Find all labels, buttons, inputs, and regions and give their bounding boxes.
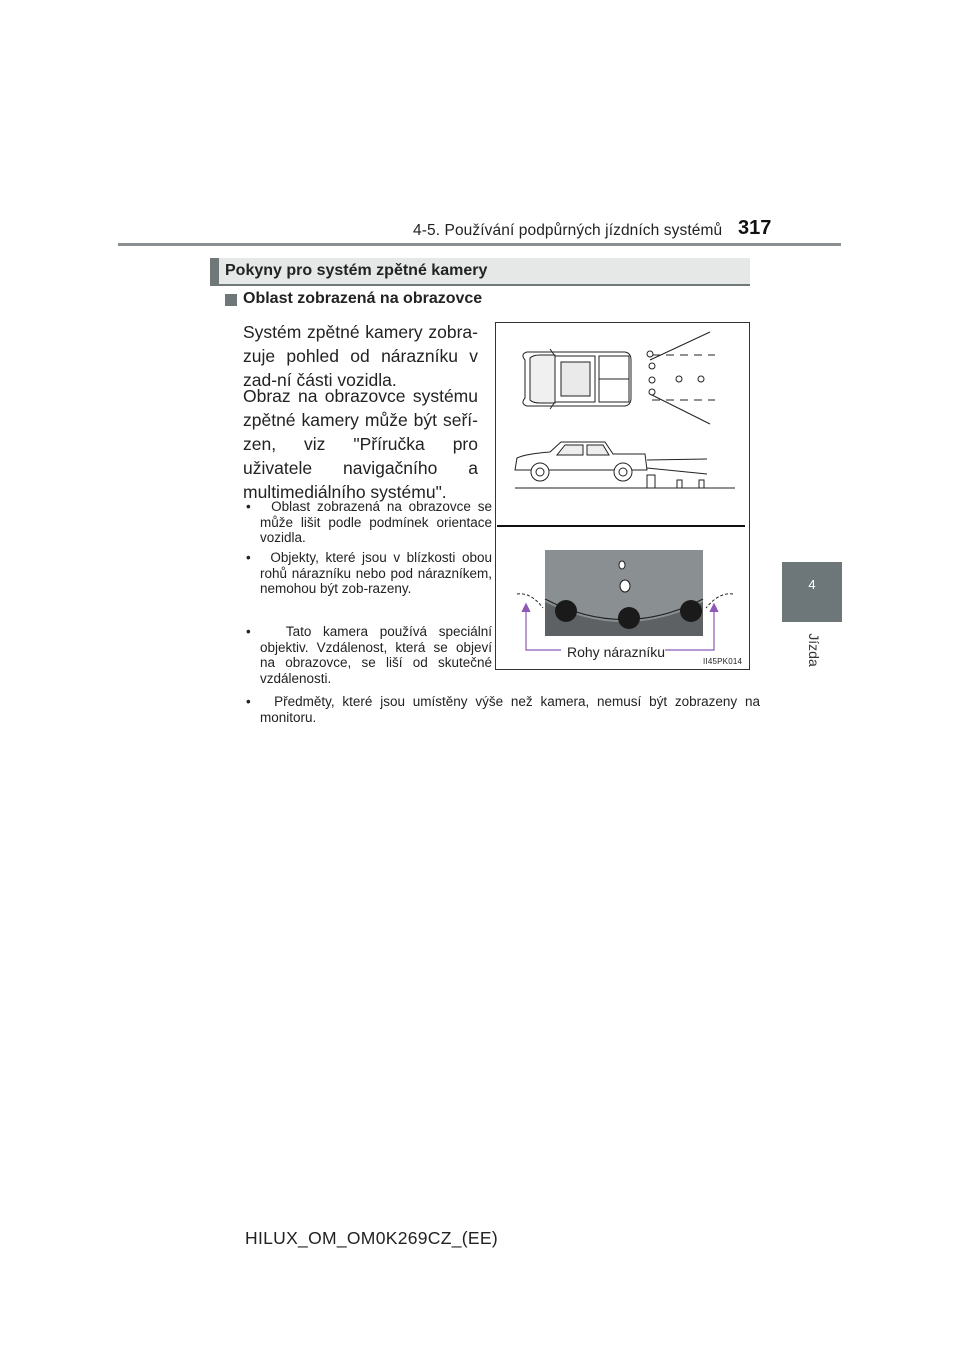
figure-code: II45PK014	[703, 657, 743, 666]
bullet-text-3: Tato kamera používá speciální objektiv. Vzdálenost, která se objeví na obrazovce, se liší od skutečné vzdálenosti.	[260, 624, 492, 686]
bullet-text-4: Předměty, které jsou umístěny výše než kamera, nemusí být zobrazeny na monitoru.	[260, 694, 760, 725]
section-title: Pokyny pro systém zpětné kamery	[225, 262, 488, 279]
subheading-marker	[225, 294, 237, 306]
chapter-number: 4	[808, 577, 816, 592]
paragraph-1: Systém zpětné kamery zobra-zuje pohled od nárazníku v zad-ní části vozidla.	[243, 322, 478, 390]
bullet-text-2: Objekty, které jsou v blízkosti obou rohů nárazníku nebo pod nárazníkem, nemohou být zob-razeny.	[260, 550, 492, 596]
camera-screen-view-illustration	[517, 550, 733, 636]
truck-top-view-illustration	[523, 349, 631, 409]
bullet-item-2: • Objekty, které jsou v blízkosti obou rohů nárazníku nebo pod nárazníkem, nemohou být zob-razeny.	[246, 550, 492, 596]
header-rule	[118, 243, 841, 246]
bullet-text-1: Oblast zobrazená na obrazovce se může lišit podle podmínek orientace vozidla.	[260, 499, 493, 545]
page-number: 317	[738, 217, 772, 239]
section-heading-bar	[210, 258, 219, 286]
subsection-title: Oblast zobrazená na obrazovce	[243, 290, 483, 307]
document-id-footer: HILUX_OM_OM0K269CZ_(EE)	[245, 1228, 498, 1248]
bullet-item-3: • Tato kamera používá speciální objektiv. Vzdálenost, která se objeví na obrazovce, se liší od skutečné vzdálenosti.	[246, 624, 492, 686]
chapter-label: Jízda	[806, 633, 822, 667]
rear-camera-figure	[495, 322, 750, 670]
figure-callout-label: Rohy nárazníku	[567, 644, 666, 660]
paragraph-2: Obraz na obrazovce systému zpětné kamery může být seří-zen, viz "Příručka pro uživatele navigačního a multimediálního systému".	[243, 386, 478, 502]
bullet-item-1: • Oblast zobrazená na obrazovce se může lišit podle podmínek orientace vozidla.	[246, 499, 493, 545]
bullet-item-4: • Předměty, které jsou umístěny výše než kamera, nemusí být zobrazeny na monitoru.	[246, 694, 760, 725]
running-header-section: 4-5. Používání podpůrných jízdních systémů	[413, 222, 723, 239]
